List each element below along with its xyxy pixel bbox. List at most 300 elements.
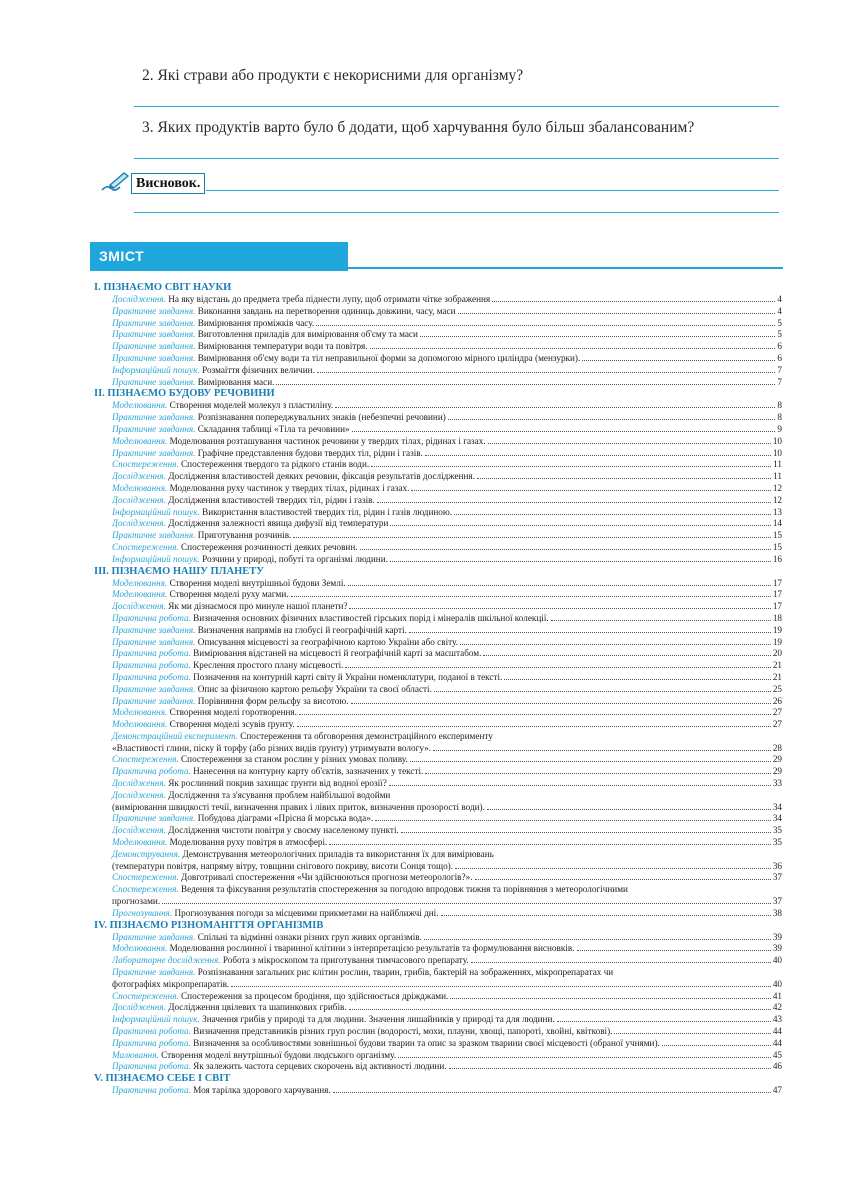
entry-title: Довготривалі спостереження «Чи здійснюються прогнози метеорологів?». bbox=[181, 872, 473, 883]
entry-page: 15 bbox=[772, 541, 782, 552]
entry-title: Спостереження за процесом бродіння, що здійснюється дріжджами. bbox=[181, 990, 449, 1001]
dot-leader bbox=[454, 514, 771, 515]
entry-type: Дослідження. bbox=[112, 294, 166, 304]
entry-title: Значення грибів у природі та для людини. Значення лишайників у природі та для людини. bbox=[202, 1014, 555, 1025]
entry-title: Розмаїття фізичних величин. bbox=[202, 364, 315, 375]
entry-page: 42 bbox=[772, 1002, 782, 1013]
dot-leader bbox=[487, 809, 771, 810]
toc-entry[interactable] bbox=[94, 377, 782, 389]
entry-page: 37 bbox=[772, 896, 782, 907]
toc-list bbox=[94, 282, 782, 1097]
dot-leader bbox=[557, 1021, 771, 1022]
entry-title: Моделювання руху частинок у твердих тілах, рідинах і газах. bbox=[169, 482, 410, 493]
entry-page: 17 bbox=[772, 589, 782, 600]
dot-leader bbox=[448, 419, 776, 420]
entry-page: 7 bbox=[777, 376, 782, 387]
entry-type: Дослідження. bbox=[112, 518, 166, 529]
toc-entry[interactable] bbox=[94, 837, 782, 849]
entry-page: 35 bbox=[772, 837, 782, 848]
entry-title: Визначення за особливостями зовнішньої будови тварин та опис за зразком тварини своєї місцевості (обраної учнями). bbox=[193, 1037, 660, 1048]
entry-type: Інформаційний пошук. bbox=[112, 1014, 200, 1025]
dot-leader bbox=[377, 502, 771, 503]
dot-leader bbox=[390, 525, 770, 526]
pen-writing-icon bbox=[100, 170, 130, 194]
dot-leader bbox=[348, 585, 771, 586]
entry-type: Практичне завдання. bbox=[112, 695, 196, 706]
entry-type: Практичне завдання. bbox=[112, 423, 196, 434]
toc-entry[interactable] bbox=[94, 365, 782, 377]
entry-page: 29 bbox=[772, 766, 782, 777]
entry-page: 43 bbox=[772, 1014, 782, 1025]
toc-entry[interactable] bbox=[94, 754, 782, 766]
entry-type: Спостереження. bbox=[112, 459, 179, 470]
toc-entry[interactable] bbox=[94, 542, 782, 554]
entry-type: Практичне завдання. bbox=[112, 329, 196, 340]
entry-type: Моделювання. bbox=[112, 482, 168, 493]
entry-title: Як ми дізнаємося про минуле нашої планети? bbox=[168, 601, 348, 612]
entry-type: Практична робота. bbox=[112, 612, 191, 623]
entry-type: Моделювання. bbox=[112, 400, 168, 411]
dot-leader bbox=[360, 549, 771, 550]
answer-line[interactable] bbox=[134, 158, 779, 159]
entry-type: Моделювання. bbox=[112, 707, 168, 718]
entry-type: Практична робота. bbox=[112, 1061, 191, 1072]
entry-type: Практичне завдання. bbox=[112, 305, 196, 316]
toc-entry[interactable] bbox=[94, 991, 782, 1003]
dot-leader bbox=[492, 301, 775, 302]
entry-page: 20 bbox=[772, 648, 782, 659]
entry-title: Вимірювання маси. bbox=[197, 376, 275, 387]
dot-leader bbox=[293, 537, 770, 538]
entry-type: Практичне завдання. bbox=[112, 412, 196, 423]
entry-title-continued: фотографіях мікропрепаратів. bbox=[112, 978, 230, 989]
entry-type: Практичне завдання. bbox=[112, 967, 196, 978]
entry-page: 18 bbox=[772, 612, 782, 623]
question-3: 3. Яких продуктів варто було б додати, щоб харчування було більш збалансованим? bbox=[142, 119, 695, 136]
toc-entry[interactable] bbox=[94, 589, 782, 601]
entry-type: Практичне завдання. bbox=[112, 683, 196, 694]
toc-entry[interactable] bbox=[94, 400, 782, 412]
dot-leader bbox=[299, 714, 771, 715]
entry-page: 35 bbox=[772, 825, 782, 836]
entry-page: 47 bbox=[772, 1085, 782, 1096]
toc-entry[interactable] bbox=[94, 530, 782, 542]
answer-line[interactable] bbox=[134, 106, 779, 107]
toc-entry[interactable] bbox=[94, 412, 782, 424]
question-2: 2. Які страви або продукти є некорисними для організму? bbox=[142, 67, 524, 84]
entry-page: 9 bbox=[777, 423, 782, 434]
entry-page: 39 bbox=[772, 943, 782, 954]
entry-type: Практичне завдання. bbox=[112, 813, 196, 824]
entry-page: 8 bbox=[777, 400, 782, 411]
entry-title: Дослідження та з'ясування проблем найбільшої водойми bbox=[168, 789, 391, 800]
entry-type: Практична робота. bbox=[112, 671, 191, 682]
entry-page: 16 bbox=[772, 553, 782, 564]
entry-type: Практичне завдання. bbox=[112, 317, 196, 328]
toc-entry[interactable] bbox=[94, 341, 782, 353]
entry-type: Практичне завдання. bbox=[112, 447, 196, 458]
toc-entry[interactable] bbox=[94, 1014, 782, 1026]
entry-type: Моделювання. bbox=[112, 837, 168, 848]
toc-entry[interactable] bbox=[94, 554, 782, 566]
entry-type: Моделювання. bbox=[112, 719, 168, 730]
entry-title: Приготування розчинів. bbox=[197, 530, 292, 541]
dot-leader bbox=[434, 691, 771, 692]
toc-entry[interactable] bbox=[94, 578, 782, 590]
toc-entry[interactable] bbox=[94, 672, 782, 684]
dot-leader bbox=[410, 761, 771, 762]
entry-title: Як залежить частота серцевих скорочень від активності людини. bbox=[193, 1061, 447, 1072]
dot-leader bbox=[398, 1057, 771, 1058]
entry-type: Демонстраційний експеримент. bbox=[112, 730, 238, 741]
dot-leader bbox=[231, 986, 771, 987]
entry-page: 10 bbox=[772, 447, 782, 458]
toc-section-heading[interactable]: I. ПІЗНАЄМО СВІТ НАУКИ bbox=[94, 282, 232, 293]
toc-entry[interactable] bbox=[94, 707, 782, 719]
dot-leader bbox=[458, 313, 776, 314]
entry-type: Спостереження. bbox=[112, 872, 179, 883]
entry-title: Спостереження за станом рослин у різних умовах поливу. bbox=[181, 754, 408, 765]
dot-leader bbox=[291, 596, 771, 597]
toc-entry[interactable] bbox=[94, 424, 782, 436]
entry-title: Дослідження чистоти повітря у своєму населеному пункті. bbox=[168, 825, 399, 836]
entry-title: Спільні та відмінні ознаки різних груп живих організмів. bbox=[197, 931, 422, 942]
entry-title: Визначення представників різних груп рослин (водорості, мохи, плауни, хвощі, папороті, хвойні, квіткові). bbox=[193, 1026, 613, 1037]
toc-entry[interactable] bbox=[94, 471, 782, 483]
entry-title: Виконання завдань на перетворення одиниць довжини, часу, маси bbox=[197, 305, 456, 316]
entry-page: 41 bbox=[772, 990, 782, 1001]
entry-page: 14 bbox=[772, 518, 782, 529]
dot-leader bbox=[390, 561, 771, 562]
dot-leader bbox=[375, 820, 771, 821]
entry-title: Розпізнавання попереджувальних знаків (небезпечні речовини) bbox=[197, 412, 446, 423]
entry-page: 27 bbox=[772, 719, 782, 730]
dot-leader bbox=[411, 490, 770, 491]
toc-entry[interactable] bbox=[94, 1085, 782, 1097]
dot-leader bbox=[441, 915, 771, 916]
entry-page: 11 bbox=[773, 459, 782, 470]
toc-entry[interactable] bbox=[94, 483, 782, 495]
entry-title-continued: «Властивості глини, піску й торфу (або різних видів ґрунту) утримувати вологу». bbox=[112, 742, 432, 753]
dot-leader bbox=[352, 431, 776, 432]
toc-entry[interactable] bbox=[94, 436, 782, 448]
dot-leader bbox=[316, 325, 775, 326]
toc-entry[interactable] bbox=[94, 908, 782, 920]
entry-type: Практична робота. bbox=[112, 1026, 191, 1037]
entry-title: Креслення простого плану місцевості. bbox=[193, 660, 344, 671]
dot-leader bbox=[488, 443, 771, 444]
entry-page: 44 bbox=[772, 1037, 782, 1048]
toc-entry[interactable] bbox=[94, 625, 782, 637]
entry-type: Дослідження. bbox=[112, 601, 166, 612]
entry-title: Створення моделі внутрішньої будови людського організму. bbox=[161, 1049, 396, 1060]
entry-title: Моделювання рослинної і тваринної клітини з інтерпретацією результатів та формулювання висновків. bbox=[169, 943, 575, 954]
entry-page: 19 bbox=[772, 636, 782, 647]
toc-entry[interactable] bbox=[94, 648, 782, 660]
entry-title: Складання таблиці «Тіла та речовини» bbox=[197, 423, 350, 434]
toc-section-heading[interactable]: III. ПІЗНАЄМО НАШУ ПЛАНЕТУ bbox=[94, 565, 264, 577]
entry-page: 25 bbox=[772, 683, 782, 694]
dot-leader bbox=[371, 466, 771, 467]
toc-section-heading[interactable]: II. ПІЗНАЄМО БУДОВУ РЕЧОВИНИ bbox=[94, 388, 275, 400]
entry-title: Моделювання руху повітря в атмосфері. bbox=[169, 837, 328, 848]
toc-entry[interactable] bbox=[94, 872, 782, 884]
entry-page: 12 bbox=[772, 482, 782, 493]
toc-entry[interactable] bbox=[94, 518, 782, 530]
entry-type: Лабораторне дослідження. bbox=[112, 955, 221, 966]
entry-title: Нанесення на контурну карту об'єктів, зазначених у тексті. bbox=[193, 766, 424, 777]
dot-leader bbox=[471, 962, 771, 963]
dot-leader bbox=[577, 950, 771, 951]
dot-leader bbox=[333, 1092, 771, 1093]
toc-entry[interactable] bbox=[94, 719, 782, 731]
entry-page: 19 bbox=[772, 624, 782, 635]
dot-leader bbox=[297, 726, 771, 727]
entry-page: 46 bbox=[772, 1061, 782, 1072]
entry-title: На яку відстань до предмета треба піднести лупу, щоб отримати чітке зображення bbox=[168, 294, 491, 304]
entry-page: 45 bbox=[772, 1049, 782, 1060]
entry-type: Моделювання. bbox=[112, 577, 168, 588]
entry-title: Спостереження твердого та рідкого станів води. bbox=[181, 459, 370, 470]
toc-entry[interactable] bbox=[94, 825, 782, 837]
entry-type: Практична робота. bbox=[112, 1037, 191, 1048]
toc-entry[interactable] bbox=[94, 294, 782, 306]
entry-page: 6 bbox=[777, 352, 782, 363]
toc-entry[interactable] bbox=[94, 932, 782, 944]
entry-title: Створення моделей молекул з пластиліну. bbox=[169, 400, 334, 411]
dot-leader bbox=[450, 998, 771, 999]
entry-type: Демонстрування. bbox=[112, 848, 181, 859]
entry-type: Практичне завдання. bbox=[112, 530, 196, 541]
dot-leader bbox=[345, 667, 770, 668]
entry-title: Створення моделі внутрішньої будови Землі. bbox=[169, 577, 346, 588]
toc-entry[interactable] bbox=[94, 778, 782, 790]
dot-leader bbox=[335, 407, 775, 408]
dot-leader bbox=[433, 750, 771, 751]
entry-title: Описування місцевості за географічною картою України або світу. bbox=[197, 636, 458, 647]
dot-leader bbox=[370, 348, 776, 349]
entry-title: Демонстрування метеорологічних приладів та використання їх для вимірювань bbox=[182, 848, 494, 859]
toc-entry[interactable] bbox=[94, 448, 782, 460]
entry-page: 29 bbox=[772, 754, 782, 765]
toc-entry[interactable] bbox=[94, 637, 782, 649]
entry-type: Моделювання. bbox=[112, 435, 168, 446]
dot-leader bbox=[460, 644, 771, 645]
entry-page: 10 bbox=[772, 435, 782, 446]
dot-leader bbox=[425, 455, 771, 456]
dot-leader bbox=[401, 832, 771, 833]
toc-entry[interactable] bbox=[94, 1050, 782, 1062]
entry-type: Практичне завдання. bbox=[112, 624, 196, 635]
toc-entry[interactable] bbox=[94, 601, 782, 613]
dot-leader bbox=[483, 655, 770, 656]
entry-page: 15 bbox=[772, 530, 782, 541]
entry-page: 12 bbox=[772, 494, 782, 505]
toc-entry[interactable] bbox=[94, 813, 782, 825]
entry-title: Вимірювання температури води та повітря. bbox=[197, 341, 368, 352]
toc-entry[interactable] bbox=[94, 1038, 782, 1050]
entry-title: Створення моделі горотворення. bbox=[169, 707, 297, 718]
entry-page: 5 bbox=[777, 329, 782, 340]
toc-entry[interactable] bbox=[94, 766, 782, 778]
toc-entry[interactable] bbox=[94, 507, 782, 519]
dot-leader bbox=[349, 608, 770, 609]
dot-leader bbox=[504, 679, 770, 680]
toc-entry[interactable] bbox=[94, 613, 782, 625]
entry-page: 27 bbox=[772, 707, 782, 718]
entry-title: Дослідження властивостей деяких речовин, фіксація результатів дослідження. bbox=[168, 471, 475, 482]
toc-entry[interactable] bbox=[94, 1002, 782, 1014]
toc-section-heading[interactable]: V. ПІЗНАЄМО СЕБЕ І СВІТ bbox=[94, 1073, 231, 1085]
entry-page: 34 bbox=[772, 801, 782, 812]
entry-type: Практичне завдання. bbox=[112, 352, 196, 363]
answer-line[interactable] bbox=[206, 190, 779, 191]
entry-page: 17 bbox=[772, 577, 782, 588]
entry-title-continued: (температури повітря, напряму вітру, товщини снігового покриву, висоти Сонця тощо). bbox=[112, 860, 454, 871]
entry-page: 4 bbox=[777, 305, 782, 316]
entry-title: Визначення основних фізичних властивостей гірських порід і мінералів шкільної колекції. bbox=[193, 612, 549, 623]
entry-title: Прогнозування погоди за місцевими прикметами на найближчі дні. bbox=[174, 907, 439, 918]
entry-title: Вимірювання відстаней на місцевості й географічній карті за масштабом. bbox=[193, 648, 482, 659]
entry-type: Практичне завдання. bbox=[112, 931, 196, 942]
toc-entry[interactable] bbox=[94, 1061, 782, 1073]
toc-entry[interactable] bbox=[94, 849, 782, 873]
entry-page: 5 bbox=[777, 317, 782, 328]
entry-type: Інформаційний пошук. bbox=[112, 553, 200, 564]
entry-title: Визначення напрямів на глобусі й географічній карті. bbox=[197, 624, 407, 635]
toc-entry[interactable] bbox=[94, 955, 782, 967]
entry-page: 11 bbox=[773, 471, 782, 482]
entry-type: Практична робота. bbox=[112, 766, 191, 777]
toc-title: ЗМІСТ bbox=[99, 248, 145, 264]
entry-type: Дослідження. bbox=[112, 1002, 166, 1013]
entry-page: 28 bbox=[772, 742, 782, 753]
toc-entry[interactable] bbox=[94, 329, 782, 341]
entry-type: Спостереження. bbox=[112, 884, 179, 895]
entry-title: Позначення на контурній карті світу й України номенклатури, поданої в тексті. bbox=[193, 671, 503, 682]
entry-page: 44 bbox=[772, 1026, 782, 1037]
entry-title: Вимірювання проміжків часу. bbox=[197, 317, 315, 328]
entry-title: Дослідження властивостей твердих тіл, рідин і газів. bbox=[168, 494, 375, 505]
toc-entry[interactable] bbox=[94, 306, 782, 318]
toc-entry[interactable] bbox=[94, 696, 782, 708]
entry-title: Дослідження цвілевих та шапинкових грибів. bbox=[168, 1002, 347, 1013]
conclusion-label: Висновок. bbox=[131, 173, 205, 194]
entry-type: Дослідження. bbox=[112, 825, 166, 836]
dot-leader bbox=[425, 773, 770, 774]
entry-page: 21 bbox=[772, 660, 782, 671]
dot-leader bbox=[475, 879, 771, 880]
entry-title: Робота з мікроскопом та приготування тимчасового препарату. bbox=[222, 955, 469, 966]
entry-title: Ведення та фіксування результатів спостереження за погодою впродовж тижня та порівняння з метеорологічними bbox=[181, 884, 628, 895]
entry-title: Як рослинний покрив захищає ґрунти від водної ерозії? bbox=[168, 778, 387, 789]
dot-leader bbox=[449, 1068, 771, 1069]
entry-type: Спостереження. bbox=[112, 541, 179, 552]
toc-entry[interactable] bbox=[94, 353, 782, 365]
entry-title: Опис за фізичною картою рельєфу України та своєї області. bbox=[197, 683, 432, 694]
entry-title: Порівняння форм рельєфу за висотою. bbox=[197, 695, 349, 706]
toc-entry[interactable] bbox=[94, 660, 782, 672]
entry-page: 26 bbox=[772, 695, 782, 706]
toc-entry[interactable] bbox=[94, 459, 782, 471]
dot-leader bbox=[424, 939, 771, 940]
dot-leader bbox=[162, 903, 771, 904]
toc-entry[interactable] bbox=[94, 943, 782, 955]
dot-leader bbox=[349, 1009, 771, 1010]
dot-leader bbox=[477, 478, 771, 479]
entry-page: 33 bbox=[772, 778, 782, 789]
entry-title: Виготовлення приладів для вимірювання об'єму та маси bbox=[197, 329, 418, 340]
entry-title: Розчини у природі, побуті та організмі людини. bbox=[202, 553, 388, 564]
toc-entry[interactable] bbox=[94, 790, 782, 814]
entry-title: Моделювання розташування частинок речовини у твердих тілах, рідинах і газах. bbox=[169, 435, 486, 446]
entry-title: Створення моделі зсувів ґрунту. bbox=[169, 719, 295, 730]
entry-type: Практичне завдання. bbox=[112, 376, 196, 387]
entry-type: Дослідження. bbox=[112, 471, 166, 482]
entry-page: 7 bbox=[777, 364, 782, 375]
entry-type: Дослідження. bbox=[112, 789, 166, 800]
dot-leader bbox=[455, 868, 771, 869]
answer-line[interactable] bbox=[134, 212, 779, 213]
entry-title: Використання властивостей твердих тіл, рідин і газів людиною. bbox=[202, 506, 453, 517]
entry-page: 34 bbox=[772, 813, 782, 824]
dot-leader bbox=[389, 785, 771, 786]
toc-entry[interactable] bbox=[94, 884, 782, 908]
dot-leader bbox=[662, 1045, 771, 1046]
entry-page: 13 bbox=[772, 506, 782, 517]
entry-title-continued: (вимірювання швидкості течії, визначення правих і лівих приток, визначення прозорості води). bbox=[112, 801, 485, 812]
dot-leader bbox=[614, 1033, 770, 1034]
entry-page: 40 bbox=[772, 955, 782, 966]
entry-type: Практична робота. bbox=[112, 648, 191, 659]
entry-type: Дослідження. bbox=[112, 778, 166, 789]
entry-page: 17 bbox=[772, 601, 782, 612]
entry-title: Графічне представлення будови твердих тіл, рідин і газів. bbox=[197, 447, 423, 458]
entry-title: Вимірювання об'єму води та тіл неправильної форми за допомогою мірного циліндра (мензурки). bbox=[197, 352, 581, 363]
entry-title: Спостереження та обговорення демонстраційного експерименту bbox=[240, 730, 493, 741]
entry-page: 37 bbox=[772, 872, 782, 883]
toc-entry[interactable] bbox=[94, 495, 782, 507]
entry-page: 4 bbox=[777, 294, 782, 304]
entry-type: Прогнозування. bbox=[112, 907, 173, 918]
entry-page: 40 bbox=[772, 978, 782, 989]
entry-title: Створення моделі руху магми. bbox=[169, 589, 289, 600]
entry-type: Практична робота. bbox=[112, 660, 191, 671]
dot-leader bbox=[551, 620, 771, 621]
entry-type: Практичне завдання. bbox=[112, 636, 196, 647]
toc-entry[interactable] bbox=[94, 967, 782, 991]
entry-type: Моделювання. bbox=[112, 589, 168, 600]
toc-divider bbox=[90, 267, 783, 269]
entry-type: Спостереження. bbox=[112, 754, 179, 765]
entry-type: Практичне завдання. bbox=[112, 341, 196, 352]
toc-entry[interactable] bbox=[94, 1026, 782, 1038]
toc-entry[interactable] bbox=[94, 731, 782, 755]
entry-title: Моя тарілка здорового харчування. bbox=[193, 1085, 331, 1096]
entry-title: Дослідження залежності явища дифузії від температури bbox=[168, 518, 389, 529]
entry-title: Побудова діаграми «Прісна й морська вода». bbox=[197, 813, 374, 824]
dot-leader bbox=[582, 360, 775, 361]
entry-page: 6 bbox=[777, 341, 782, 352]
dot-leader bbox=[276, 384, 775, 385]
entry-title: Розпізнавання загальних рис клітин рослин, тварин, грибів, бактерій на зображеннях, мікропрепаратах чи bbox=[197, 967, 614, 978]
toc-entry[interactable] bbox=[94, 318, 782, 330]
toc-section-heading[interactable]: IV. ПІЗНАЄМО РІЗНОМАНІТТЯ ОРГАНІЗМІВ bbox=[94, 919, 324, 931]
dot-leader bbox=[409, 632, 771, 633]
toc-entry[interactable] bbox=[94, 684, 782, 696]
entry-page: 38 bbox=[772, 907, 782, 918]
entry-type: Спостереження. bbox=[112, 990, 179, 1001]
